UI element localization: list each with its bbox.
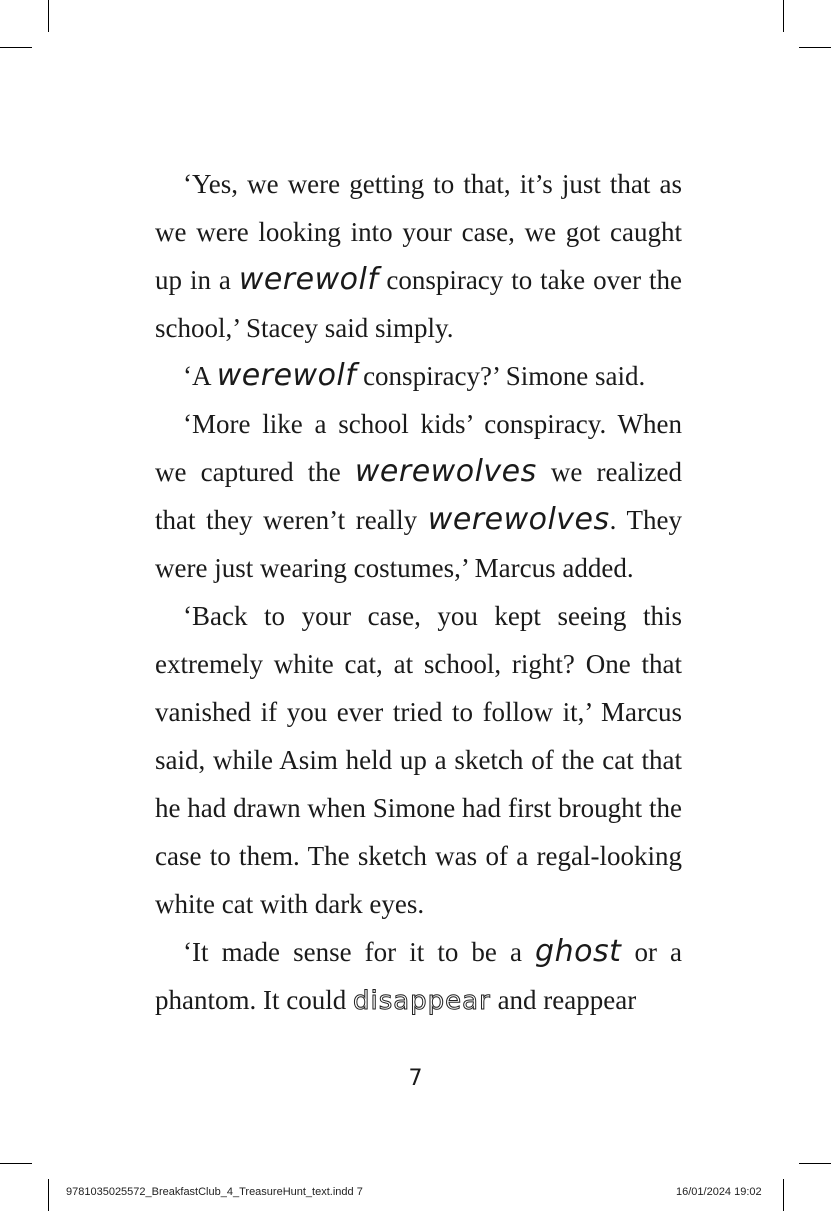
stylized-word: ghost [535, 934, 622, 969]
crop-mark [48, 1179, 49, 1211]
crop-mark [799, 47, 831, 48]
text-run: we realized that they weren’t really [155, 457, 682, 535]
crop-mark [0, 1163, 32, 1164]
text-run: ‘It made sense for it to be a [183, 937, 536, 967]
paragraph [155, 352, 682, 400]
stylized-word: werewolves [427, 502, 610, 537]
crop-mark [48, 0, 49, 32]
footer-datetime: 16/01/2024 19:02 [676, 1186, 762, 1198]
body-text [155, 160, 682, 1025]
text-run: or a phantom. It could [155, 937, 682, 1015]
stylized-word: disappear [352, 986, 491, 1016]
text-run: ‘Yes, we were getting to that, it’s just that as we were looking into your case, we got caught up in a [155, 169, 682, 295]
paragraph [155, 928, 682, 1025]
crop-mark [799, 1163, 831, 1164]
text-run: ‘Back to your case, you kept seeing this extremely white cat, at school, right? One that vanished if you ever tried to follow it,’ Marcus said, while Asim held up a sketch of the cat that he had drawn when Simone had first brought the case to them. The sketch was of a regal-looking white cat with dark eyes. [155, 601, 682, 919]
page-number: 7 [408, 1066, 423, 1091]
stylized-word: werewolf [216, 358, 357, 393]
text-run: conspiracy to take over the school,’ Stacey said simply. [155, 265, 682, 343]
paragraph [155, 592, 682, 928]
crop-mark [783, 0, 784, 32]
text-run: . They were just wearing costumes,’ Marcus added. [155, 505, 682, 583]
text-run: and reappear [490, 985, 637, 1015]
paragraph [155, 400, 682, 592]
paragraph [155, 160, 682, 352]
text-run: conspiracy?’ Simone said. [356, 361, 646, 391]
text-run: ‘A [183, 361, 217, 391]
footer-filename: 9781035025572_BreakfastClub_4_TreasureHunt_text.indd 7 [66, 1186, 363, 1198]
stylized-word: werewolves [354, 454, 537, 489]
text-run: ‘More like a school kids’ conspiracy. When we captured the [155, 409, 682, 487]
crop-mark [0, 47, 32, 48]
crop-mark [783, 1179, 784, 1211]
stylized-word: werewolf [238, 262, 379, 297]
